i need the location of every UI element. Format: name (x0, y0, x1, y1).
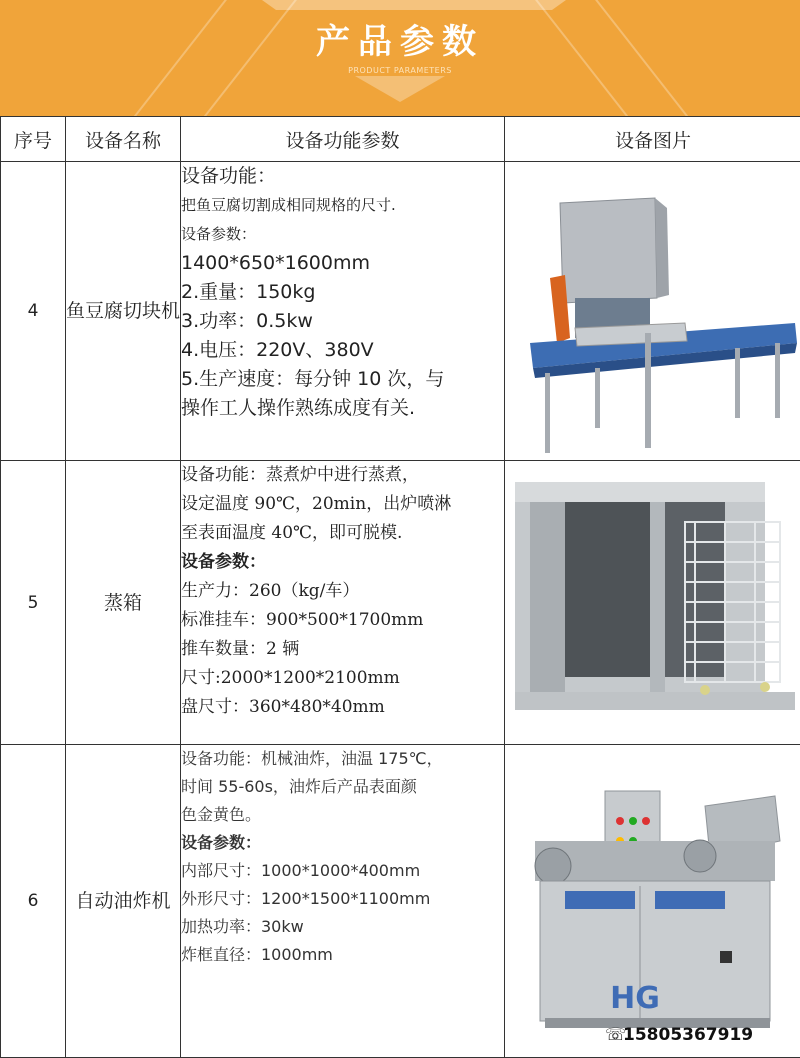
param-line: 操作工人操作熟练成度有关. (181, 394, 504, 423)
header-function: 设备功能参数 (181, 117, 505, 162)
tofu-cutting-machine-photo (505, 163, 800, 460)
parameters-table (0, 116, 800, 1058)
equipment-name: 蒸箱 (66, 461, 181, 745)
param-line: 5.生产速度：每分钟 10 次，与 (181, 365, 504, 394)
equipment-image-cell (505, 745, 800, 1058)
table-row (1, 745, 800, 1058)
param-line: 尺寸:2000*1200*2100mm (181, 664, 504, 693)
row-number: 5 (1, 461, 66, 745)
equipment-name: 自动油炸机 (66, 745, 181, 1058)
param-line: 加热功率：30kw (181, 913, 504, 941)
param-line: 设备功能：机械油炸，油温 175℃， (181, 745, 504, 773)
param-line: 色金黄色。 (181, 801, 504, 829)
equipment-params (181, 461, 505, 745)
header-banner (0, 0, 800, 116)
table-row (1, 461, 800, 745)
equipment-params (181, 745, 505, 1058)
banner-top-trapezoid (262, 0, 566, 10)
automatic-fryer-photo (505, 746, 800, 1057)
steam-cabinet-photo (505, 462, 800, 744)
equipment-name: 鱼豆腐切块机 (66, 162, 181, 461)
equipment-image-cell (505, 461, 800, 745)
param-line: 设备功能： (181, 162, 504, 191)
equipment-params (181, 162, 505, 461)
param-line: 内部尺寸：1000*1000*400mm (181, 857, 504, 885)
phone-number: 15805367919 (623, 1025, 753, 1045)
table-row (1, 162, 800, 461)
page-subtitle: PRODUCT PARAMETERS (0, 66, 800, 75)
param-line: 设备参数： (181, 829, 504, 857)
param-line: 外形尺寸：1200*1500*1100mm (181, 885, 504, 913)
param-line: 1400*650*1600mm (181, 249, 504, 278)
banner-chevron (355, 76, 445, 102)
page-title: 产品参数 (0, 14, 800, 63)
param-line: 4.电压：220V、380V (181, 336, 504, 365)
param-line: 盘尺寸：360*480*40mm (181, 693, 504, 722)
param-line: 生产力：260（kg/车） (181, 577, 504, 606)
row-number: 6 (1, 745, 66, 1058)
param-line: 至表面温度 40℃，即可脱模. (181, 519, 504, 548)
param-line: 设备参数： (181, 548, 504, 577)
param-line: 3.功率：0.5kw (181, 307, 504, 336)
param-line: 推车数量：2 辆 (181, 635, 504, 664)
watermark-logo: HG (610, 981, 660, 1016)
param-line: 标准挂车：900*500*1700mm (181, 606, 504, 635)
row-number: 4 (1, 162, 66, 461)
header-image: 设备图片 (505, 117, 800, 162)
param-line: 2.重量：150kg (181, 278, 504, 307)
param-line: 炸框直径：1000mm (181, 941, 504, 969)
param-line: 设定温度 90℃，20min，出炉喷淋 (181, 490, 504, 519)
param-line: 把鱼豆腐切割成相同规格的尺寸. (181, 191, 504, 220)
table-header-row (1, 117, 800, 162)
param-line: 设备功能：蒸煮炉中进行蒸煮， (181, 461, 504, 490)
param-line: 时间 55-60s，油炸后产品表面颜 (181, 773, 504, 801)
phone-icon: ☏ (605, 1025, 626, 1045)
header-no: 序号 (1, 117, 66, 162)
param-line: 设备参数： (181, 220, 504, 249)
header-name: 设备名称 (66, 117, 181, 162)
equipment-image-cell (505, 162, 800, 461)
